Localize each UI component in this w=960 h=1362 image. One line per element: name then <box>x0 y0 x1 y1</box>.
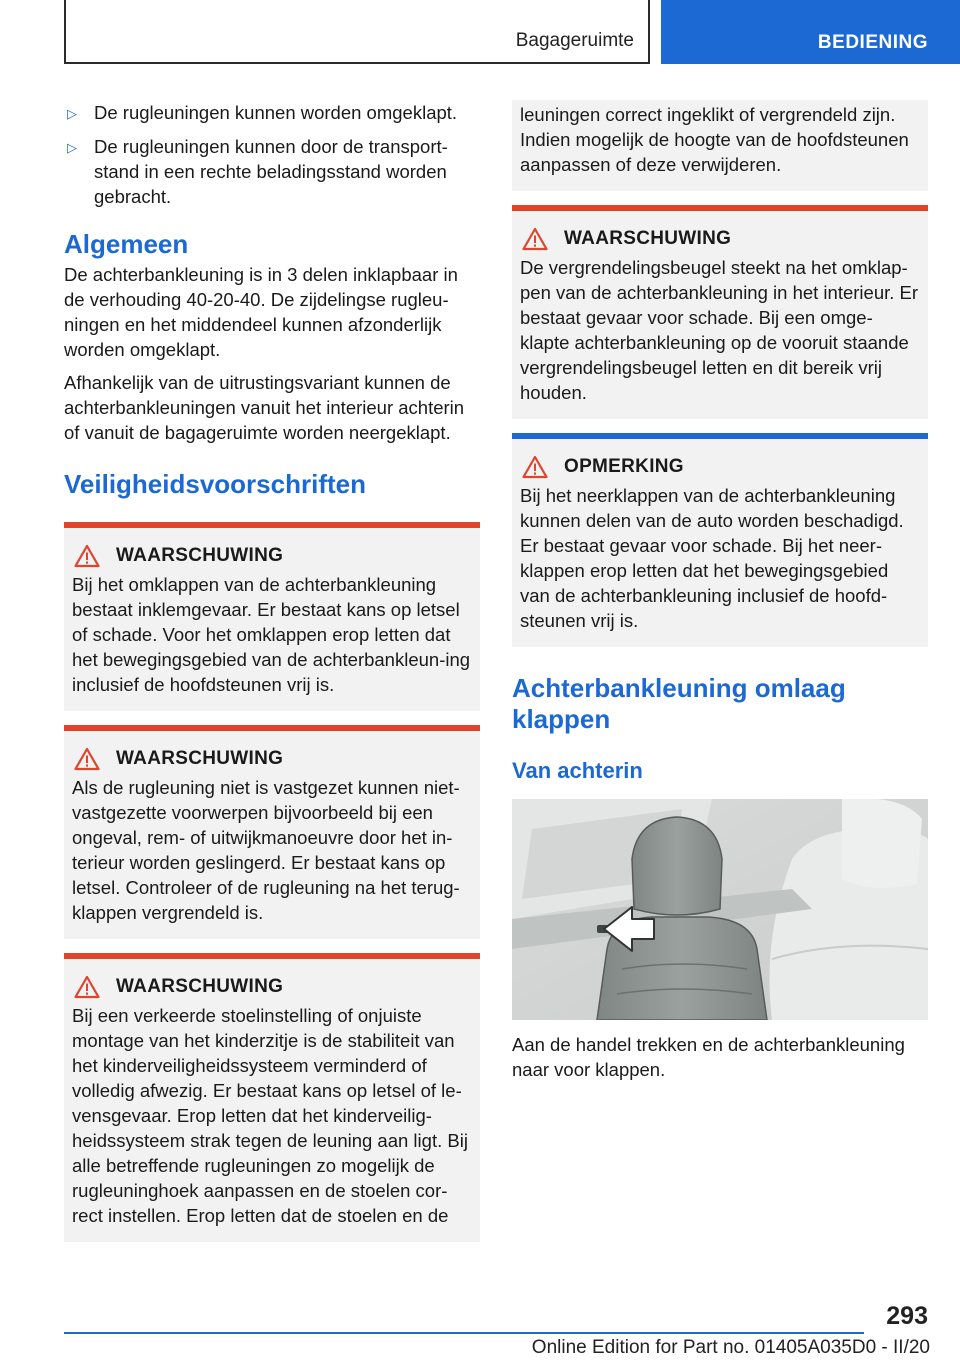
warning-box-4 <box>512 205 928 419</box>
bullet-triangle-icon: ▷ <box>67 106 77 121</box>
general-paragraph-2: Afhankelijk van de uitrustingsvariant kunnen de achterbankleuningen vanuit het interieur achterin of vanuit de bagageruimte worden neergeklapt. <box>64 372 465 443</box>
warning-title: WAARSCHUWING <box>116 976 284 997</box>
safety-heading: Veiligheidsvoorschriften <box>64 469 366 499</box>
right-column <box>512 100 928 1090</box>
header-section-title: Bagageruimte <box>515 30 634 51</box>
warning-text: Bij het omklappen van de achterbankleuning bestaat inklemgevaar. Er bestaat kans op letsel of schade. Voor het omklappen erop letten dat het bewegingsgebied van de achterbankleun-ing inclusief de hoofdsteunen vrij is. <box>72 574 471 695</box>
warning-box-3 <box>64 953 480 1242</box>
list-item: ▷ De rugleuningen kunnen door de transport-stand in een rechte beladingsstand worden gebracht. <box>67 136 448 207</box>
warning-box-1 <box>64 522 480 711</box>
footer-edition: Online Edition for Part no. 01405A035D0 - II/20 <box>531 1337 930 1358</box>
warning-triangle-icon <box>522 455 548 479</box>
left-column <box>64 100 480 1242</box>
warning-text: Als de rugleuning niet is vastgezet kunnen niet-vastgezette voorwerpen bijvoorbeeld bij een ongeval, rem- of uitwijkmanoeuvre door het in-terieur worden geslingerd. Er bestaat kans op letsel. Controleer of de rugleuning na het terug-klappen vergrendeld is. <box>72 777 460 923</box>
warning-triangle-icon <box>74 747 100 771</box>
warning-text: De vergrendelingsbeugel steekt na het omklap-pen van de achterbankleuning in het interieur. Er bestaat gevaar voor schade. Bij een omge-klapte achterbankleuning op de vooruit staande vergrendelingsbeugel letten en dit bereik vrij houden. <box>520 257 919 403</box>
note-text: Bij het neerklappen van de achterbankleuning kunnen delen van de auto worden beschadigd. Er bestaat gevaar voor schade. Bij het neer-klappen erop letten dat het bewegingsgebied van de achterbankleuning inclusief de hoofd-steunen vrij is. <box>520 485 904 631</box>
warning-title: WAARSCHUWING <box>116 545 284 566</box>
bullet-triangle-icon: ▷ <box>67 140 77 155</box>
warning-box-continued <box>512 100 928 191</box>
bullet-list <box>64 100 480 209</box>
warning-box-2 <box>64 725 480 939</box>
warning-text-continued: leuningen correct ingeklikt of vergrendeld zijn. Indien mogelijk de hoogte van de hoofdsteunen aanpassen of deze verwijderen. <box>520 104 909 175</box>
general-paragraph-1: De achterbankleuning is in 3 delen inklapbaar in de verhouding 40-20-40. De zijdelingse rugleu-ningen en het middendeel kunnen afzonderlijk worden omgeklapt. <box>64 264 458 360</box>
rear-seat-illustration <box>512 799 928 1020</box>
warning-text: Bij een verkeerde stoelinstelling of onjuiste montage van het kinderzitje is de stabiliteit van het kinderveiligheidssysteem verminderd of volledig afwezig. Er bestaat kans op letsel of le-vensgevaar. Erop letten dat het kinderveilig-heidssysteem strak tegen de leuning aan ligt. Bij alle betreffende rugleuningen zo mogelijk de rugleuninghoek aanpassen en de stoelen cor-rect instellen. Erop letten dat de stoelen en de <box>72 1005 468 1226</box>
warning-title: WAARSCHUWING <box>116 748 284 769</box>
warning-triangle-icon <box>74 544 100 568</box>
list-item: ▷ De rugleuningen kunnen worden omgeklapt. <box>64 100 480 125</box>
warning-title: WAARSCHUWING <box>564 228 732 249</box>
footer-divider <box>64 1332 864 1334</box>
header-section-box <box>64 0 650 64</box>
general-heading: Algemeen <box>64 229 189 259</box>
header-chapter-tab <box>661 0 960 64</box>
page-number: 293 <box>886 1302 928 1330</box>
note-title: OPMERKING <box>564 456 684 477</box>
warning-triangle-icon <box>522 227 548 251</box>
fold-subheading: Van achterin <box>512 758 643 783</box>
fold-heading: Achterbankleuning omlaag klappen <box>512 673 846 734</box>
note-box <box>512 433 928 647</box>
instruction-text: Aan de handel trekken en de achterbankleuning naar voor klappen. <box>512 1034 905 1080</box>
warning-triangle-icon <box>74 975 100 999</box>
header-chapter-title: BEDIENING <box>817 32 928 53</box>
